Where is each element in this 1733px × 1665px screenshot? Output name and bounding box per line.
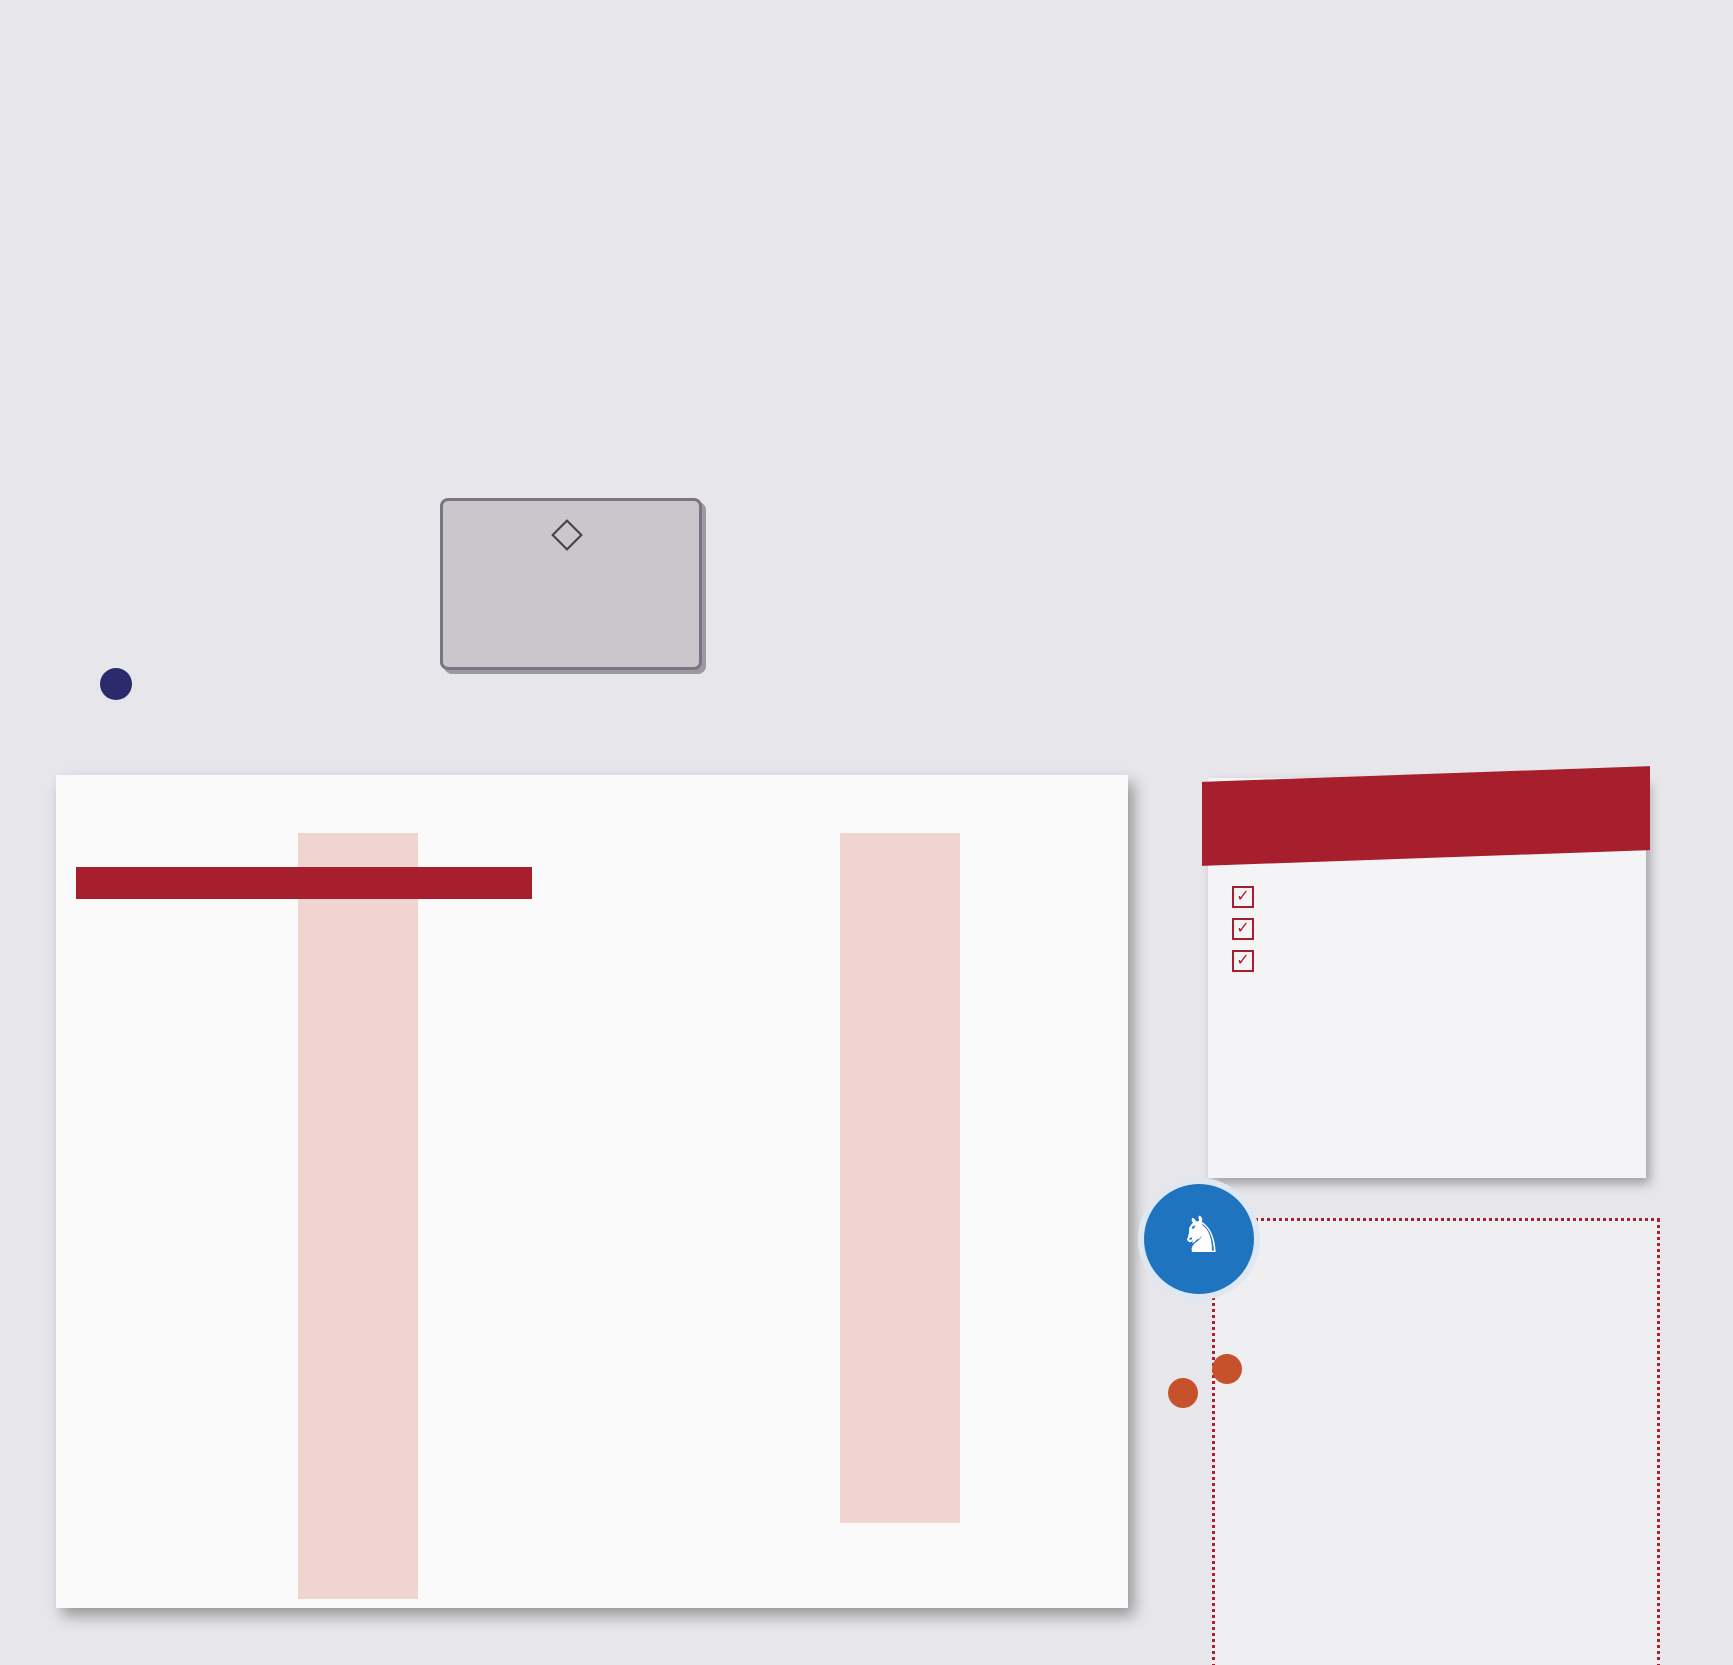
materials-panel — [1208, 778, 1646, 1178]
zweigart-card — [440, 498, 702, 670]
flower-icon — [100, 668, 132, 700]
anchor-column-highlight — [840, 833, 960, 1523]
section-band — [76, 867, 532, 899]
anchor-column-highlight — [298, 833, 418, 1599]
deer-badge — [1138, 1178, 1260, 1300]
materials-body — [1232, 878, 1632, 974]
materials-title — [1202, 766, 1650, 866]
checkbox-icon: ✓ — [1232, 918, 1254, 940]
color-key-card — [56, 775, 1128, 1608]
bell-icon — [1168, 1378, 1198, 1408]
material-item — [1232, 910, 1632, 942]
checkbox-icon: ✓ — [1232, 950, 1254, 972]
bell-icon — [1212, 1354, 1242, 1384]
zweigart-logo — [443, 519, 699, 551]
deer-icon: ♞ — [1179, 1206, 1224, 1264]
checkbox-icon: ✓ — [1232, 886, 1254, 908]
mereshka-logo — [100, 662, 138, 700]
promo-box — [1212, 1218, 1660, 1665]
cross-stitch-chart — [0, 0, 1733, 760]
zweigart-logo-icon — [551, 519, 583, 551]
material-item — [1232, 878, 1632, 910]
material-item — [1232, 942, 1632, 974]
